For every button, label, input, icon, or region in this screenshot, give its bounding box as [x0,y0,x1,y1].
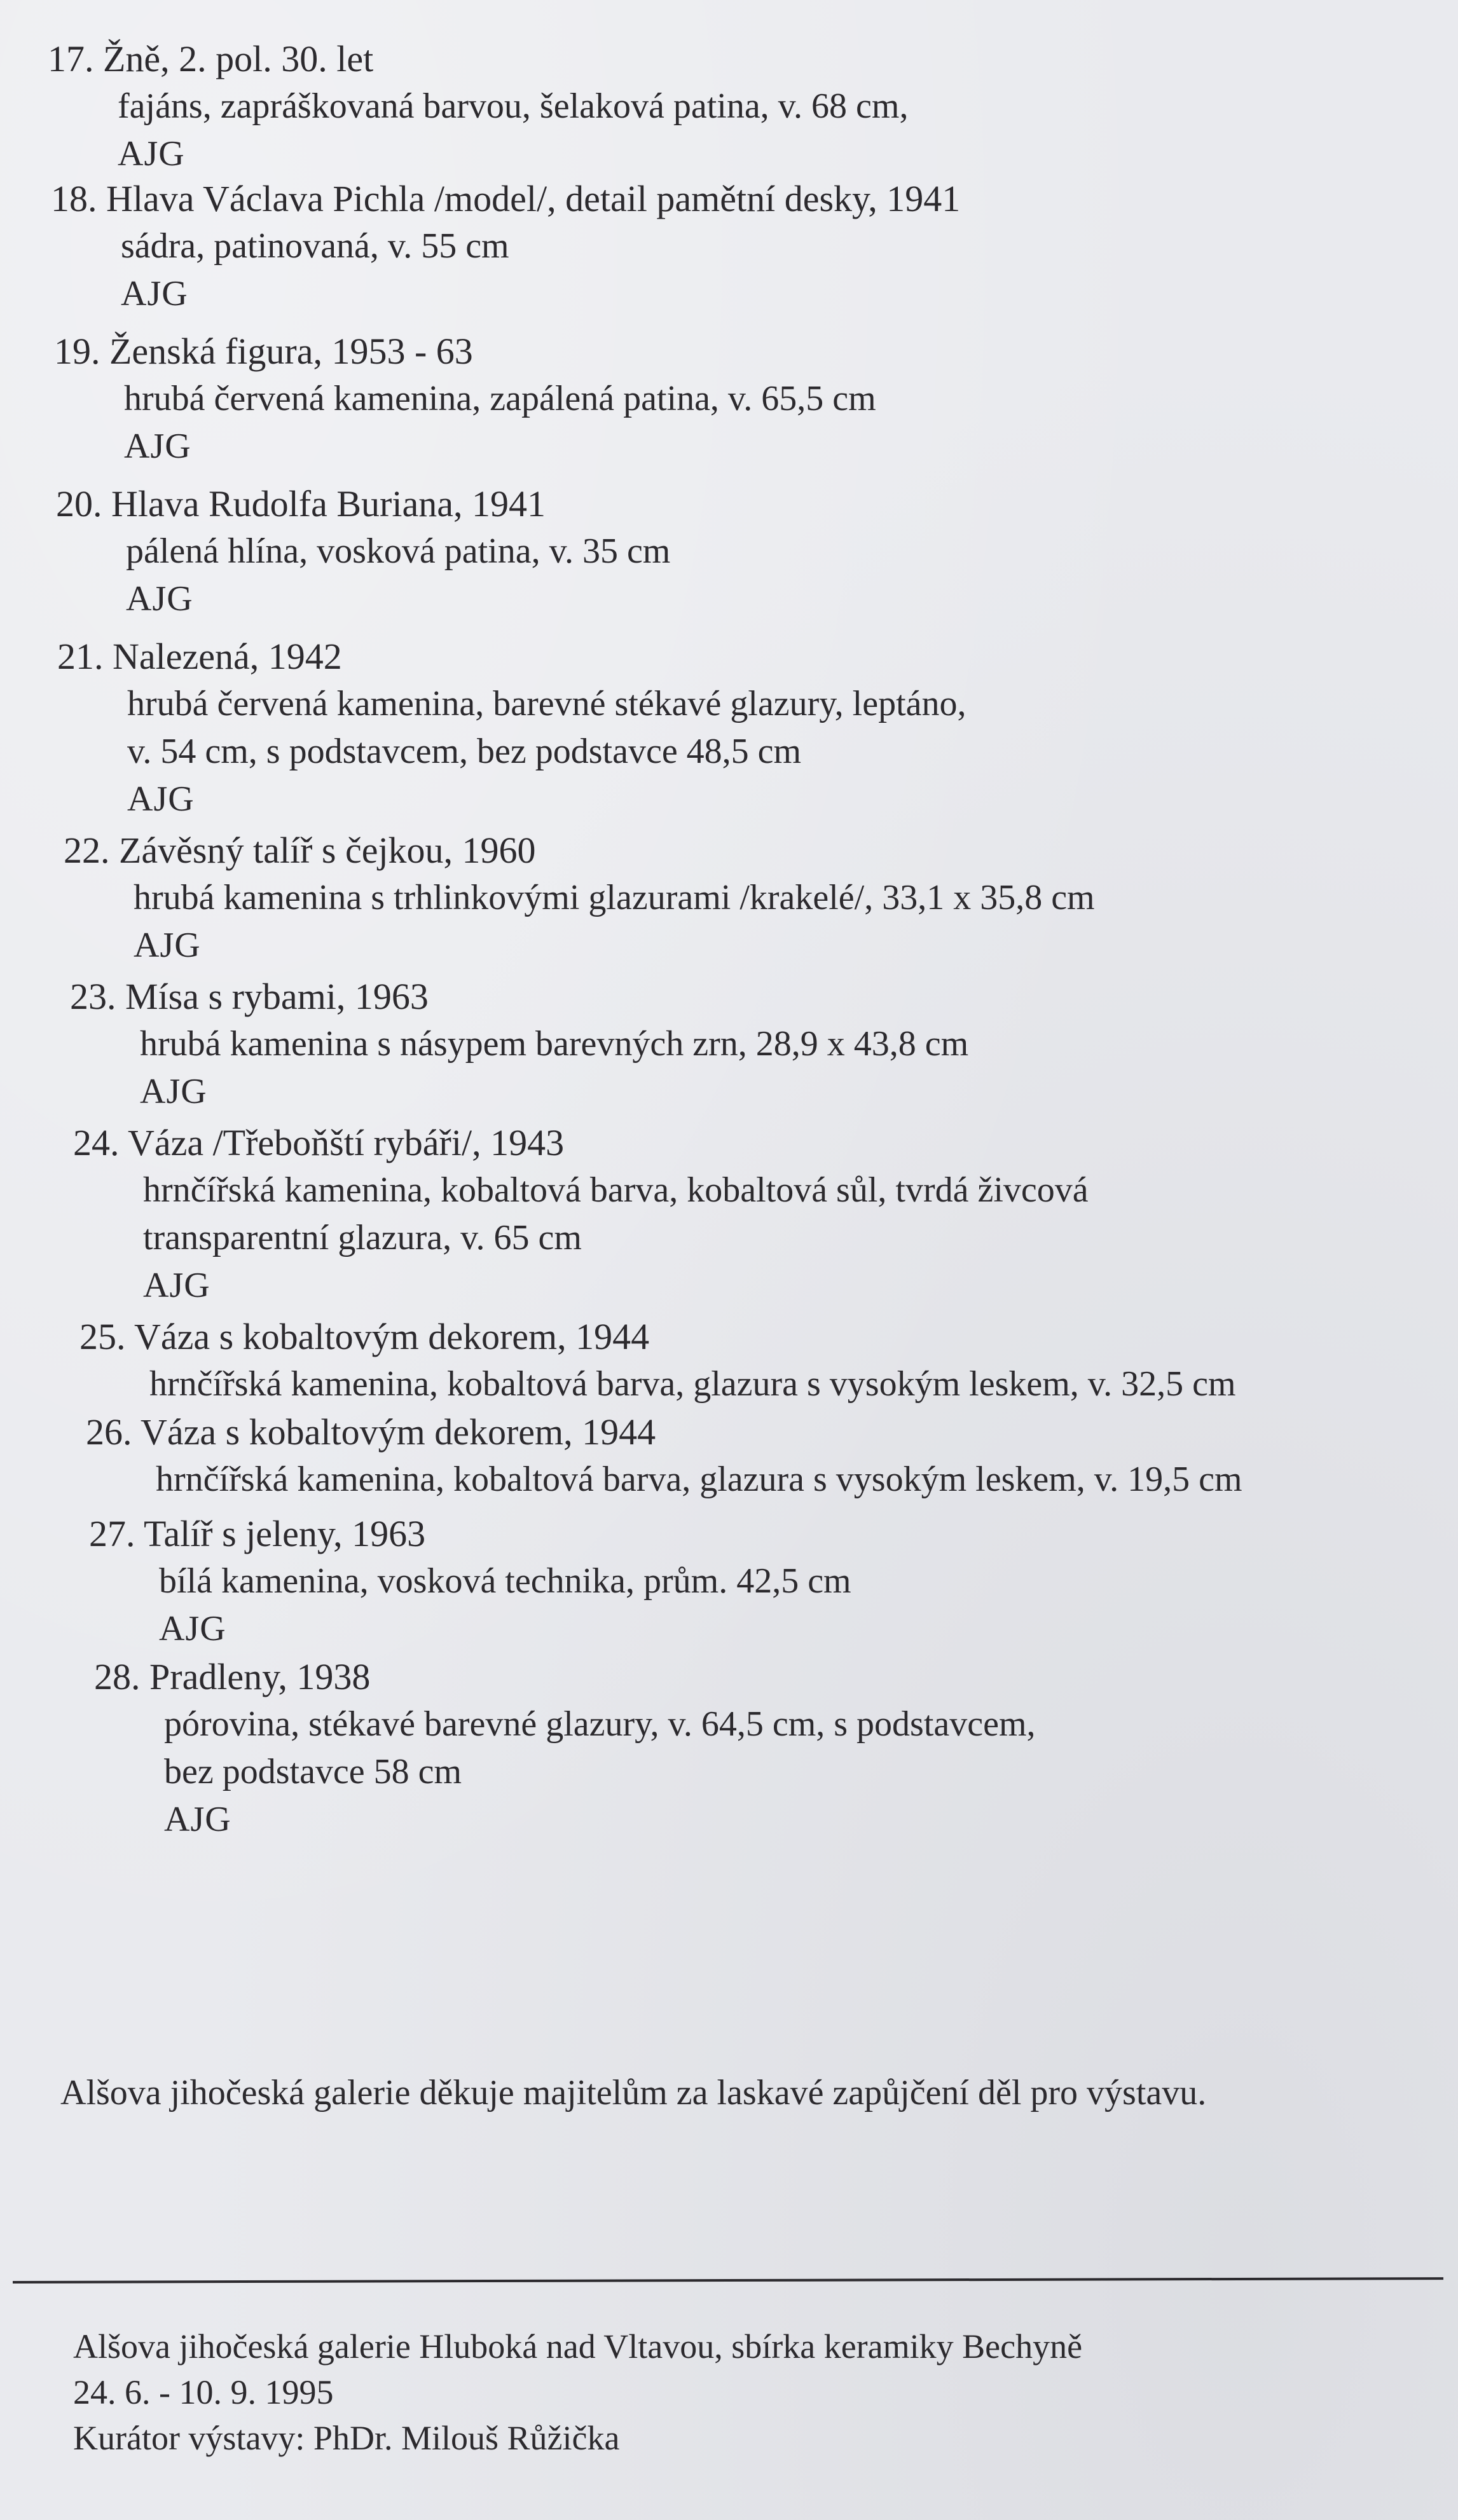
footer-gallery: Alšova jihočeská galerie Hluboká nad Vltavou, sbírka keramiky Bechyně [73,2327,1083,2366]
entry-owner: AJG [164,1800,231,1839]
entry-description: hrubá kamenina s násypem barevných zrn, 28,9 x 43,8 cm [140,1024,969,1064]
entry-owner: AJG [124,427,191,466]
footer-dates: 24. 6. - 10. 9. 1995 [73,2373,334,2411]
entry-title: 22. Závěsný talíř s čejkou, 1960 [64,830,536,871]
entry-title: 17. Žně, 2. pol. 30. let [48,38,374,79]
entry-title: 18. Hlava Václava Pichla /model/, detail pamětní desky, 1941 [51,178,961,219]
catalog-entry-22 [64,826,1095,969]
entry-description: hrubá červená kamenina, barevné stékavé glazury, leptáno, [127,684,966,723]
entry-owner: AJG [140,1072,207,1111]
footer-curator: Kurátor výstavy: PhDr. Milouš Růžička [73,2419,620,2457]
entry-title: 28. Pradleny, 1938 [94,1656,371,1697]
entry-owner: AJG [118,134,185,174]
entry-description: v. 54 cm, s podstavcem, bez podstavce 48,5 cm [127,732,802,771]
entry-description: bílá kamenina, vosková technika, prům. 42,5 cm [159,1561,851,1601]
catalog-entry-20 [56,480,670,623]
catalog-entry-21 [57,633,966,823]
entry-title: 23. Mísa s rybami, 1963 [70,976,429,1017]
entry-title: 21. Nalezená, 1942 [57,636,342,677]
entry-title: 25. Váza s kobaltovým dekorem, 1944 [79,1316,650,1357]
entry-owner: AJG [126,579,193,619]
entry-description: pálená hlína, vosková patina, v. 35 cm [126,531,671,571]
entry-description: hrnčířská kamenina, kobaltová barva, glazura s vysokým leskem, v. 32,5 cm [149,1364,1236,1404]
exhibition-footer [73,2324,1082,2461]
entry-description: fajáns, zapráškovaná barvou, šelaková patina, v. 68 cm, [118,86,909,126]
entry-description: pórovina, stékavé barevné glazury, v. 64,5 cm, s podstavcem, [164,1704,1036,1744]
entry-description: hrnčířská kamenina, kobaltová barva, kobaltová sůl, tvrdá živcová [143,1170,1089,1210]
acknowledgement-text: Alšova jihočeská galerie děkuje majitelům za laskavé zapůjčení děl pro výstavu. [60,2073,1207,2113]
entry-description: bez podstavce 58 cm [164,1752,462,1791]
entry-description: sádra, patinovaná, v. 55 cm [121,226,509,266]
entry-description: hrnčířská kamenina, kobaltová barva, glazura s vysokým leskem, v. 19,5 cm [156,1460,1242,1499]
catalog-entry-18 [51,175,960,318]
catalog-entry-28 [94,1653,1036,1844]
catalog-entry-19 [54,327,876,470]
entry-description: hrubá červená kamenina, zapálená patina, v. 65,5 cm [124,379,876,418]
entry-owner: AJG [121,274,188,313]
entry-description: transparentní glazura, v. 65 cm [143,1218,582,1257]
catalog-entry-27 [89,1510,851,1653]
divider-line [13,2277,1443,2284]
catalog-entry-26 [86,1408,1242,1503]
entry-title: 19. Ženská figura, 1953 - 63 [54,331,473,372]
entry-description: hrubá kamenina s trhlinkovými glazurami /krakelé/, 33,1 x 35,8 cm [134,878,1095,917]
entry-owner: AJG [143,1266,210,1305]
entry-owner: AJG [127,779,195,819]
catalog-entry-25 [79,1313,1236,1408]
entry-owner: AJG [159,1609,226,1648]
catalog-entry-24 [73,1119,1089,1310]
catalog-entry-23 [70,973,968,1116]
entry-title: 26. Váza s kobaltovým dekorem, 1944 [86,1411,656,1453]
entry-owner: AJG [134,926,201,965]
entry-title: 27. Talíř s jeleny, 1963 [89,1513,426,1554]
entry-title: 20. Hlava Rudolfa Buriana, 1941 [56,483,546,524]
catalog-entry-17 [48,35,908,178]
entry-title: 24. Váza /Třeboňští rybáři/, 1943 [73,1122,565,1163]
